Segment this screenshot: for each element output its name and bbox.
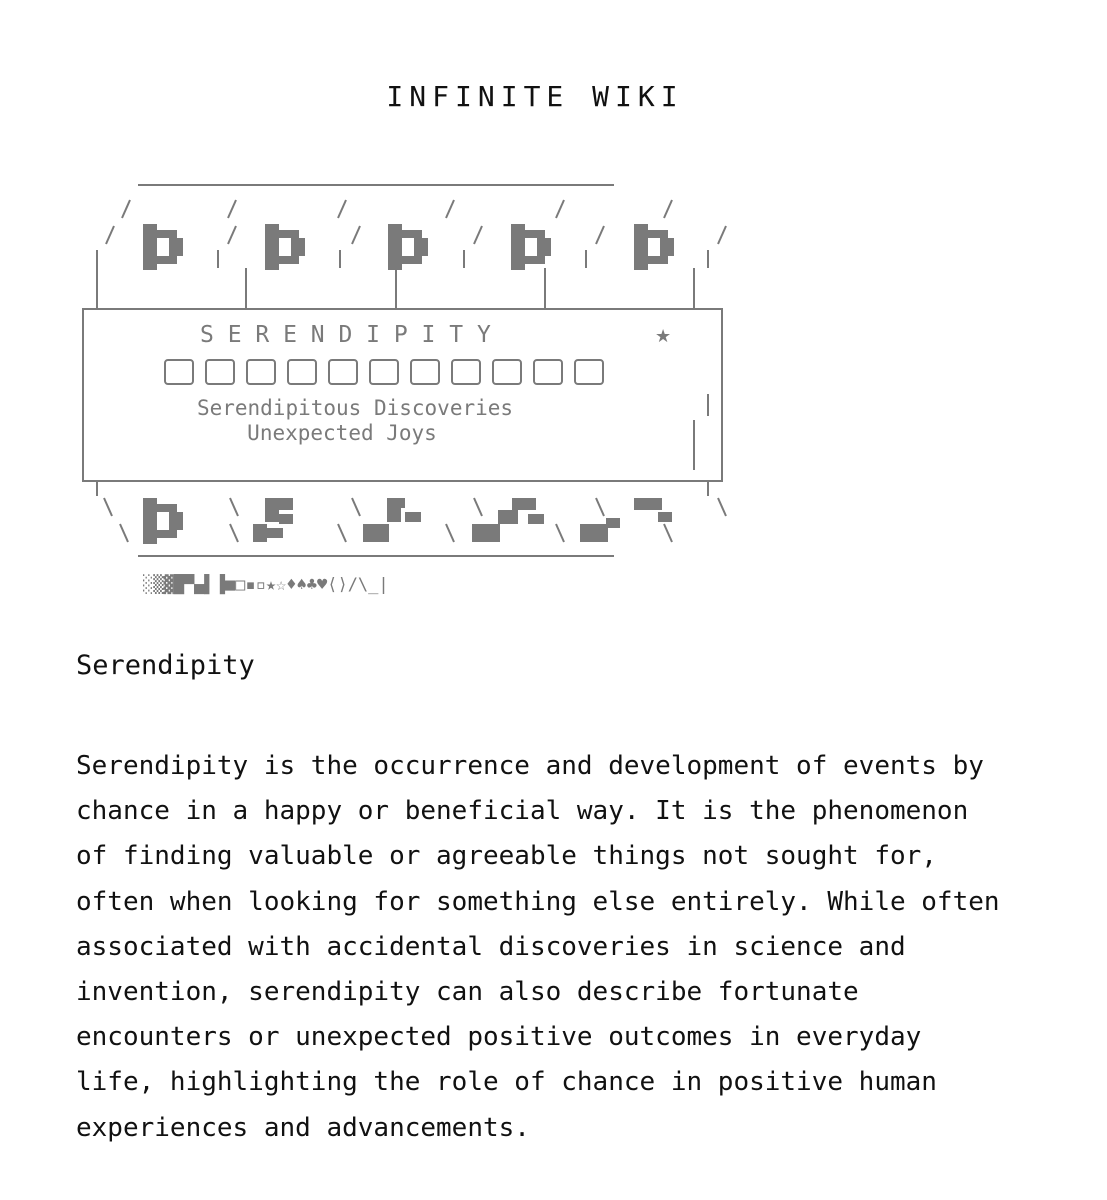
ascii-art-illustration — [70, 170, 770, 610]
roof-slash — [718, 226, 726, 244]
base-slash — [664, 524, 672, 542]
block-glyph — [143, 224, 183, 270]
block-glyph — [265, 224, 305, 270]
glyph-strip: ░▒▓█▀▄▌▐■□▪▫★☆♦♠♣♥⟨⟩/\_| — [143, 575, 389, 595]
base-slash — [104, 498, 112, 516]
caption-line-2: Unexpected Joys — [247, 421, 437, 445]
base-slash — [718, 498, 726, 516]
block-glyph — [253, 498, 293, 542]
base-slash — [338, 524, 346, 542]
roof-slash — [664, 200, 672, 218]
roof-slash — [106, 226, 114, 244]
roof-slash — [446, 200, 454, 218]
box-row — [165, 360, 603, 384]
base-slash — [596, 498, 604, 516]
roof-slash — [228, 200, 236, 218]
ascii-art-svg — [70, 170, 770, 610]
block-glyph — [511, 224, 551, 270]
roof-slash — [228, 226, 236, 244]
article-body: Serendipity is the occurrence and development of events by chance in a happy or beneficial way. It is the phenomenon of finding valuable or agreeable things not sought for, often when looking for something else entirely. While often associated with accidental discoveries in science and invention, serendipity can also describe fortunate encounters or unexpected positive outcomes in everyday life, highlighting the role of chance in positive human experiences and advancements. — [76, 751, 1000, 1143]
base-slash — [120, 524, 128, 542]
block-glyph — [143, 498, 183, 544]
article-heading: Serendipity — [76, 650, 255, 681]
roof-slash — [122, 200, 130, 218]
banner-word: S E R E N D I P I T Y — [200, 322, 491, 348]
block-glyph — [363, 498, 421, 542]
block-glyph-row-top — [143, 224, 674, 270]
block-glyph — [580, 498, 672, 542]
roof-slash — [556, 200, 564, 218]
block-glyph — [634, 224, 674, 270]
block-glyph-row-bottom — [143, 498, 672, 544]
roof-slash — [474, 226, 482, 244]
base-slash — [230, 524, 238, 542]
base-slash — [352, 498, 360, 516]
base-slash — [446, 524, 454, 542]
base-slash — [474, 498, 482, 516]
block-glyph — [472, 498, 544, 542]
roof-slash — [596, 226, 604, 244]
star-icon: ★ — [655, 326, 672, 347]
base-slash — [556, 524, 564, 542]
roof-slash — [338, 200, 346, 218]
site-title: INFINITE WIKI — [386, 80, 684, 113]
caption-line-1: Serendipitous Discoveries — [196, 396, 514, 420]
block-glyph — [388, 224, 428, 270]
roof-slash — [352, 226, 360, 244]
base-slash — [230, 498, 238, 516]
